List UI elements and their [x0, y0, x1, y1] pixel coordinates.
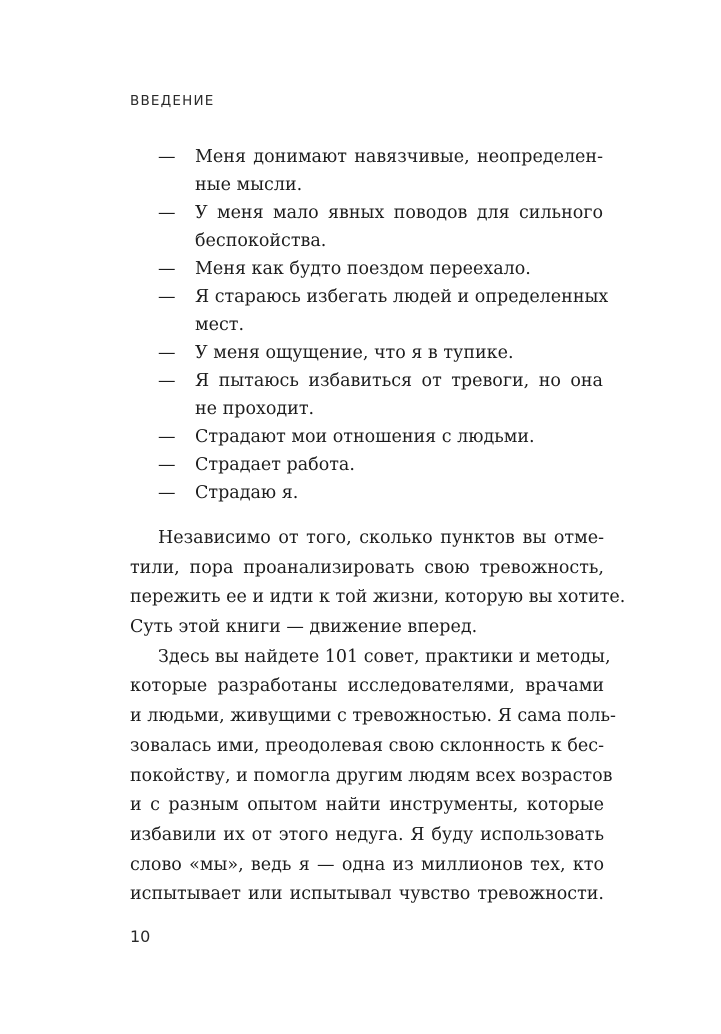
- list-item: [158, 283, 609, 311]
- paragraph-line: тили, пора проанализировать свою тревожность,: [130, 557, 604, 578]
- list-dash: —: [158, 371, 176, 391]
- paragraph-line: пережить ее и идти к той жизни, которую вы хотите.: [130, 587, 626, 608]
- list-item-continuation: [158, 395, 603, 423]
- paragraph-line: и с разным опытом найти инструменты, которые: [130, 795, 604, 816]
- paragraph-line: зовалась ими, преодолевая свою склонность к бес-: [130, 735, 604, 756]
- paragraph-line: испытывает или испытывал чувство тревожности.: [130, 884, 604, 905]
- paragraph-line: Здесь вы найдете 101 совет, практики и методы,: [158, 646, 611, 667]
- list-dash: —: [158, 259, 176, 279]
- list-item: [158, 479, 603, 507]
- list-item: [158, 143, 603, 171]
- paragraph-line: покойству, и помогла другим людям всех возрастов: [130, 765, 613, 786]
- paragraph-line: Суть этой книги — движение вперед.: [130, 617, 478, 638]
- list-item-text: Меня как будто поездом переехало.: [195, 259, 531, 279]
- list-item-text: Меня донимают навязчивые, неопределен-: [195, 147, 603, 167]
- list-item-text: не проходит.: [195, 399, 315, 419]
- list-item: [158, 367, 603, 395]
- list-item-text: Страдают мои отношения с людьми.: [195, 427, 535, 447]
- paragraph-line: и людьми, живущими с тревожностью. Я сама поль-: [130, 706, 616, 727]
- list-dash: —: [158, 343, 176, 363]
- page-number: 10: [130, 927, 151, 946]
- running-head: ВВЕДЕНИЕ: [130, 93, 215, 109]
- list-item-text: У меня мало явных поводов для сильного: [195, 203, 603, 223]
- body-text: [130, 524, 626, 910]
- list-item: [158, 255, 603, 283]
- list-item: [158, 199, 603, 227]
- list-dash: —: [158, 427, 176, 447]
- list-item-text: беспокойства.: [195, 231, 327, 251]
- list-item-text: мест.: [195, 315, 245, 335]
- list-item-continuation: [158, 311, 603, 339]
- list-item-text: У меня ощущение, что я в тупике.: [195, 343, 514, 363]
- list-dash: —: [158, 147, 176, 167]
- symptom-list: [158, 143, 609, 507]
- list-item: [158, 339, 603, 367]
- paragraph-line: Независимо от того, сколько пунктов вы отме-: [158, 528, 604, 548]
- list-dash: —: [158, 483, 176, 503]
- paragraph-line: которые разработаны исследователями, врачами: [130, 676, 604, 697]
- list-item-text: ные мысли.: [195, 175, 303, 195]
- paragraph-line: избавили их от этого недуга. Я буду использовать: [130, 824, 604, 845]
- list-item-text: Страдаю я.: [195, 483, 299, 503]
- list-dash: —: [158, 287, 176, 307]
- list-item-text: Страдает работа.: [195, 455, 355, 475]
- list-item: [158, 423, 603, 451]
- list-item: [158, 451, 603, 479]
- list-item-text: Я пытаюсь избавиться от тревоги, но она: [195, 371, 603, 391]
- paragraph-line: слово «мы», ведь я — одна из миллионов тех, кто: [130, 854, 604, 875]
- list-item-text: Я стараюсь избегать людей и определенных: [195, 287, 609, 307]
- list-dash: —: [158, 203, 176, 223]
- list-dash: —: [158, 455, 176, 475]
- list-item-continuation: [158, 227, 603, 255]
- list-item-continuation: [158, 171, 603, 199]
